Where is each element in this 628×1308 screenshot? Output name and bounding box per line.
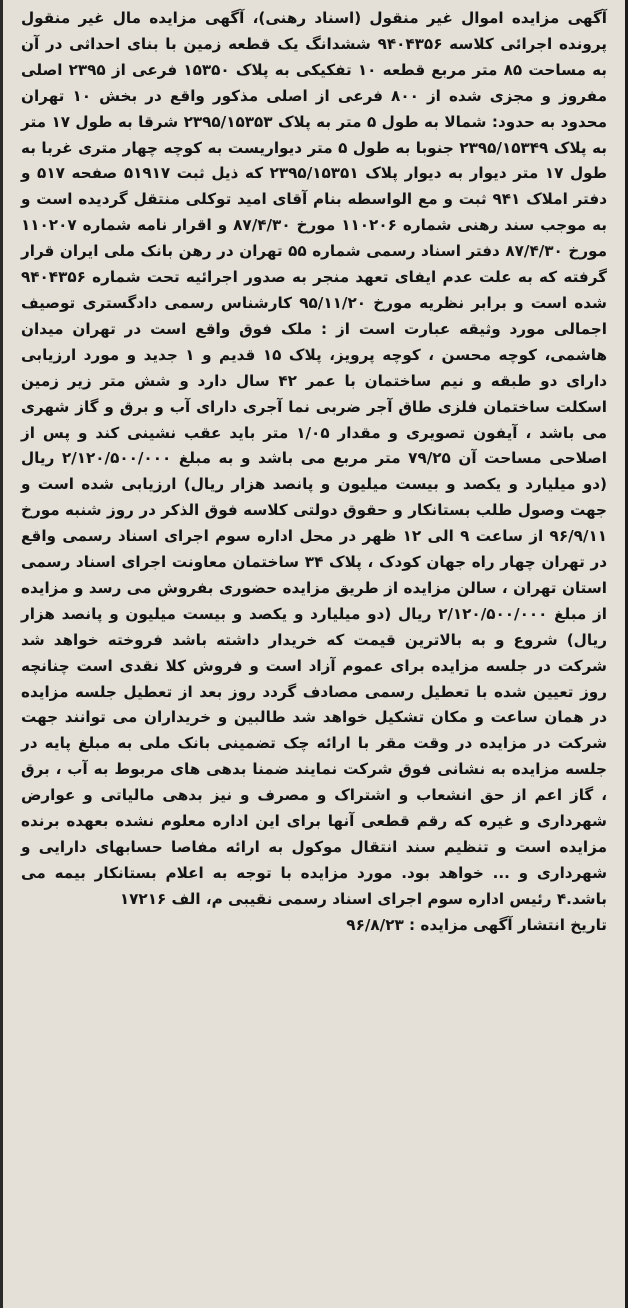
publish-date: تاریخ انتشار آگهی مزایده : ۹۶/۸/۲۳ <box>346 915 607 934</box>
notice-body: آگهی مزایده اموال غیر منقول (اسناد رهنی)، آگهی مزایده مال غیر منقول پرونده اجرائی کلاسه ۹۴۰۴۳۵۶ ششدانگ یک قطعه زمین با بنای احداثی در آن به مساحت ۸۵ متر مربع قطعه ۱۰ تفکیکی به پلاک ۱۵۳۵۰ فرعی از ۲۳۹۵ اصلی مفروز و مجزی شده از ۸۰۰ فرعی از اصلی مذکور واقع در بخش ۱۰ تهران محدود به حدود: شمالا به طول ۵ متر به پلاک ۲۳۹۵/۱۵۳۵۳ شرقا به طول ۱۷ متر به پلاک ۲۳۹۵/۱۵۳۴۹ جنوبا به طول ۵ متر دیواریست به کوچه چهار متری غربا به طول ۱۷ متر دیوار به دیوار پلاک ۲۳۹۵/۱۵۳۵۱ که ذیل ثبت ۵۱۹۱۷ صفحه ۵۱۷ و دفتر املاک ۹۴۱ ثبت و مع الواسطه بنام آقای امید توکلی منتقل گردیده است و به موجب سند رهنی شماره ۱۱۰۲۰۶ مورخ ۸۷/۴/۳۰ و اقرار نامه شماره ۱۱۰۲۰۷ مورخ ۸۷/۴/۳۰ دفتر اسناد رسمی شماره ۵۵ تهران در رهن بانک ملی ایران قرار گرفته که به علت عدم ایفای تعهد منجر به صدور اجرائیه تحت شماره ۹۴۰۴۳۵۶ شده است و برابر نظریه مورخ ۹۵/۱۱/۲۰ کارشناس رسمی دادگستری توصیف اجمالی مورد وثیقه عبارت است از : ملک فوق واقع است در تهران میدان هاشمی، کوچه محسن ، کوچه پرویز، پلاک ۱۵ قدیم و ۱ جدید و مورد ارزیابی دارای دو طبقه و نیم ساختمان با عمر ۴۲ سال دارد و شش متر زیر زمین اسکلت ساختمان فلزی طاق آجر ضربی نما آجری دارای آب و برق و گاز شهری می باشد ، آیفون تصویری و مقدار ۱/۰۵ متر باید عقب نشینی کند و پس از اصلاحی مساحت آن ۷۹/۲۵ متر مربع می باشد و به مبلغ ۲/۱۲۰/۵۰۰/۰۰۰ ریال (دو میلیارد و یکصد و بیست میلیون و پانصد هزار ریال) ارزیابی شده است و جهت وصول طلب بستانکار و حقوق دولتی کلاسه فوق الذکر در روز شنبه مورخ ۹۶/۹/۱۱ از ساعت ۹ الی ۱۲ ظهر در محل اداره سوم اجرای اسناد رسمی واقع در تهران چهار راه جهان کودک ، پلاک ۳۴ ساختمان معاونت اجرای اسناد رسمی استان تهران ، سالن مزایده از طریق مزایده حضوری بفروش می رسد و مزایده از مبلغ ۲/۱۲۰/۵۰۰/۰۰۰ ریال (دو میلیارد و یکصد و بیست میلیون و پانصد هزار ریال) شروع و به بالاترین قیمت که خریدار داشته باشد فروخته خواهد شد شرکت در جلسه مزایده برای عموم آزاد است و فروش کلا نقدی است چنانچه روز تعیین شده با تعطیل رسمی مصادف گردد روز بعد از تعطیل جلسه مزایده در همان ساعت و مکان تشکیل خواهد شد طالبین و خریداران می توانند جهت شرکت در مزایده در وقت مقر با ارائه چک تضمینی بانک ملی به مبلغ پایه در جلسه مزایده به نشانی فوق شرکت نمایند ضمنا بدهی های مربوط به آب ، برق ، گاز اعم از حق انشعاب و اشتراک و مصرف و نیز بدهی مالیاتی و عوارض شهرداری و غیره که رقم قطعی آنها برای این اداره معلوم نشده بعهده برنده مزایده است و تنظیم سند انتقال موکول به ارائه مفاصا حسابهای دارایی و شهرداری و ... خواهد بود. مورد مزایده با توجه به اعلام بستانکار بیمه می باشد.۴ رئیس اداره سوم اجرای اسناد رسمی نقیبی م، الف ۱۷۲۱۶ <box>21 9 608 908</box>
auction-notice <box>21 6 607 913</box>
